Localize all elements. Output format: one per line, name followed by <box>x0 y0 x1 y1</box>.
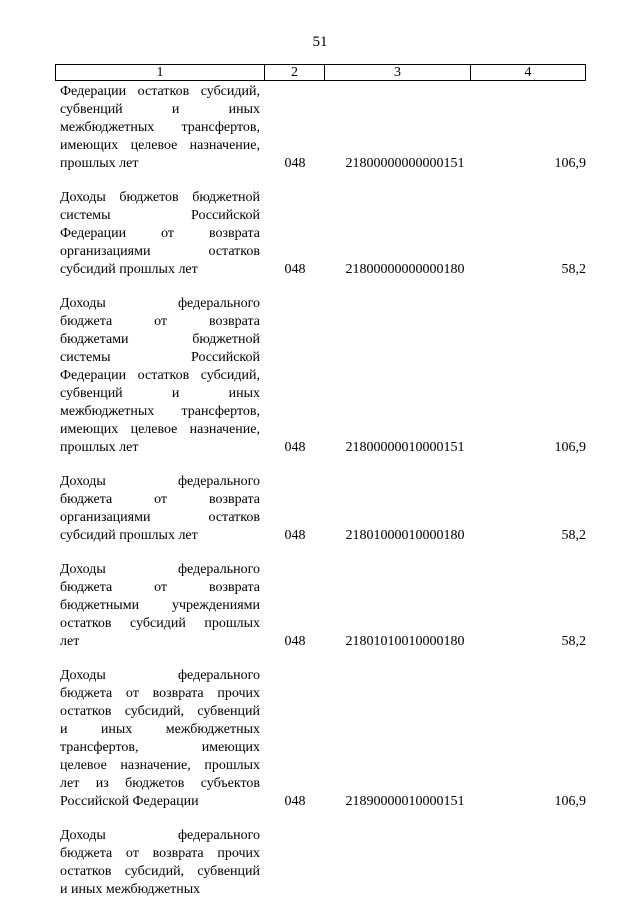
description-line: Доходы федерального <box>60 668 260 683</box>
table-body <box>60 83 586 915</box>
description-line: лет <box>60 634 80 649</box>
table-row <box>60 83 586 173</box>
description-line: субсидий прошлых лет <box>60 262 198 277</box>
row-description <box>60 295 260 457</box>
header-col-2: 2 <box>265 65 325 80</box>
header-col-1: 1 <box>56 65 265 80</box>
header-col-3: 3 <box>325 65 471 80</box>
admin-code: 048 <box>284 634 306 649</box>
description-line: бюджета от возврата прочих <box>60 686 260 701</box>
admin-code: 048 <box>284 794 306 809</box>
description-line: имеющих целевое назначение, <box>60 138 260 153</box>
amount: 58,2 <box>561 262 586 277</box>
description-line: лет из бюджетов субъектов <box>60 776 260 791</box>
description-line: Доходы федерального <box>60 474 260 489</box>
kbk-code: 21800000000000180 <box>345 262 465 277</box>
description-line: Доходы федерального <box>60 296 260 311</box>
amount: 58,2 <box>561 634 586 649</box>
description-line: остатков субсидий, субвенций <box>60 864 260 879</box>
kbk-code: 21800000010000151 <box>345 440 465 455</box>
description-line: бюджета от возврата <box>60 492 260 507</box>
description-line: прошлых лет <box>60 156 139 171</box>
description-line: бюджетами бюджетной <box>60 332 260 347</box>
description-line: Федерации остатков субсидий, <box>60 84 260 99</box>
admin-code: 048 <box>284 440 306 455</box>
table-row <box>60 473 586 545</box>
admin-code: 048 <box>284 262 306 277</box>
description-line: имеющих целевое назначение, <box>60 422 260 437</box>
table-row <box>60 827 586 899</box>
description-line: системы Российской <box>60 350 260 365</box>
description-line: и иных межбюджетных <box>60 882 201 897</box>
description-line: целевое назначение, прошлых <box>60 758 260 773</box>
admin-code: 048 <box>284 528 306 543</box>
table-row <box>60 295 586 457</box>
page-number: 51 <box>312 34 328 50</box>
description-line: субсидий прошлых лет <box>60 528 198 543</box>
amount: 106,9 <box>554 440 586 455</box>
table-header <box>55 64 586 81</box>
description-line: бюджета от возврата <box>60 580 260 595</box>
description-line: трансфертов, имеющих <box>60 740 260 755</box>
description-line: Российской Федерации <box>60 794 199 809</box>
description-line: бюджета от возврата <box>60 314 260 329</box>
row-description <box>60 667 260 811</box>
description-line: межбюджетных трансфертов, <box>60 120 260 135</box>
kbk-code: 21801000010000180 <box>345 528 465 543</box>
description-line: остатков субсидий прошлых <box>60 616 260 631</box>
amount: 106,9 <box>554 156 586 171</box>
description-line: организациями остатков <box>60 244 260 259</box>
description-line: Доходы федерального <box>60 828 260 843</box>
row-description <box>60 827 260 899</box>
amount: 58,2 <box>561 528 586 543</box>
description-line: субвенций и иных <box>60 386 260 401</box>
description-line: прошлых лет <box>60 440 139 455</box>
table-row <box>60 189 586 279</box>
kbk-code: 21800000000000151 <box>345 156 465 171</box>
description-line: Федерации от возврата <box>60 226 260 241</box>
row-description <box>60 473 260 545</box>
description-line: системы Российской <box>60 208 260 223</box>
row-description <box>60 561 260 651</box>
table-row <box>60 667 586 811</box>
row-description <box>60 83 260 173</box>
description-line: организациями остатков <box>60 510 260 525</box>
description-line: субвенций и иных <box>60 102 260 117</box>
table-row <box>60 561 586 651</box>
description-line: бюджета от возврата прочих <box>60 846 260 861</box>
admin-code: 048 <box>284 156 306 171</box>
header-col-4: 4 <box>524 65 532 80</box>
kbk-code: 21801010010000180 <box>345 634 465 649</box>
description-line: межбюджетных трансфертов, <box>60 404 260 419</box>
description-line: бюджетными учреждениями <box>60 598 260 613</box>
description-line: Федерации остатков субсидий, <box>60 368 260 383</box>
description-line: Доходы бюджетов бюджетной <box>60 190 260 205</box>
description-line: Доходы федерального <box>60 562 260 577</box>
kbk-code: 21890000010000151 <box>345 794 465 809</box>
description-line: и иных межбюджетных <box>60 722 260 737</box>
amount: 106,9 <box>554 794 586 809</box>
row-description <box>60 189 260 279</box>
description-line: остатков субсидий, субвенций <box>60 704 260 719</box>
